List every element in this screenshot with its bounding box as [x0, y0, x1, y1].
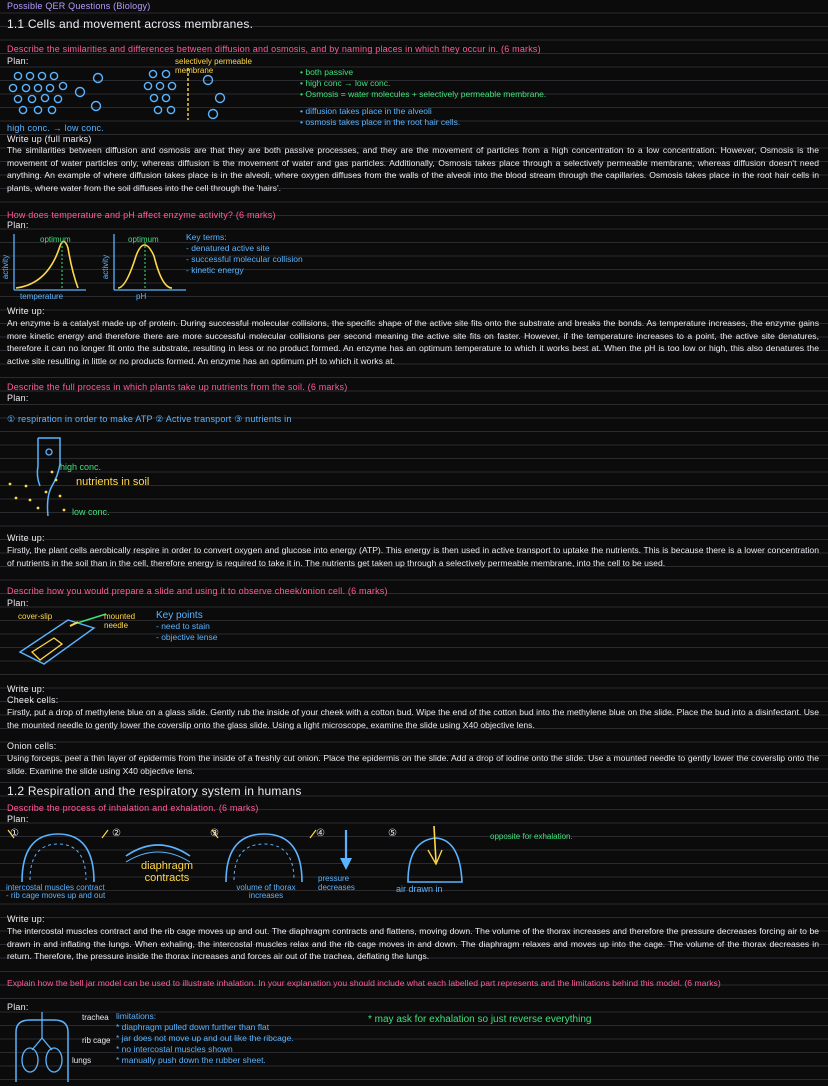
limitation: * manually push down the rubber sheet.: [116, 1055, 266, 1065]
onion-cells-label: Onion cells:: [7, 741, 57, 751]
bullet: • high conc → low conc.: [300, 78, 391, 88]
plan-label-3: Plan:: [7, 393, 29, 403]
graph1-y-axis: activity: [1, 254, 11, 280]
question-6: Explain how the bell jar model can be used to illustrate inhalation. In your explanation you should include what each labelled part represents and the limitations behind this model. (6 marks): [7, 978, 721, 988]
section-heading-1-2: 1.2 Respiration and the respiratory system in humans: [7, 784, 302, 798]
air-label: air drawn in: [396, 884, 443, 894]
plan-label-6: Plan:: [7, 1002, 29, 1012]
opposite-note: opposite for exhalation.: [490, 832, 573, 841]
exhalation-note: * may ask for exhalation so just reverse everything: [368, 1014, 592, 1025]
diaphragm-label: diaphragm contracts: [141, 860, 193, 884]
gradient-label: high conc. → low conc.: [7, 123, 104, 133]
diffusion-diagram: [8, 68, 298, 124]
step-number-5: ⑤: [388, 828, 397, 839]
key-point: - need to stain: [156, 621, 210, 631]
graph2-x-axis: pH: [136, 292, 147, 301]
graph1-x-axis: temperature: [20, 292, 64, 301]
lungs-label: lungs: [72, 1056, 92, 1065]
plan-label-5: Plan:: [7, 814, 29, 824]
limitation: * no intercostal muscles shown: [116, 1044, 233, 1054]
write-up-label-1: Write up (full marks): [7, 134, 92, 144]
coverslip-label: cover-slip: [18, 612, 53, 621]
limitations-title: limitations:: [116, 1011, 157, 1021]
write-up-5: The intercostal muscles contract and the rib cage moves up and out. The diaphragm contracts and flattens, moving down. The volume of the thorax increases and therefore the pressure decreases forcing air to be drawn in and inflating the lungs. When exhaling, the intercostal muscles relax and the rib cage moves in and down. The diaphragm relaxes and moves up into the cage. The volume of the thorax decreases in return. Therefore, the pressure inside the thorax increases and forces air out of the trachea, deflating the lungs.: [7, 926, 819, 962]
intercostal-label: intercostal muscles contract - rib cage moves up and out: [6, 883, 106, 900]
limitation: * diaphragm pulled down further than flat: [116, 1022, 270, 1032]
write-up-2: An enzyme is a catalyst made up of protein. During successful molecular collisions, the specific shape of the active site fits onto the substrate and breaks the bonds. As temperature increases, the enzyme gains more kinetic energy and therefore there are more successful molecular collisions per second meaning the active site fits on faster. However, if the temperature increases to a point, the active site denatures, therefore it can no longer fit onto the substrate, resulting in less or no product formed. An enzyme has an optimum temperature to which it works best at. When the pH is too low or high, this also denatures the active site resulting in little or no products formed. An enzyme has an optimum pH to which it works at.: [7, 318, 819, 366]
q1-bullets: [300, 67, 546, 128]
plan-label-4: Plan:: [7, 598, 29, 608]
key-term: - successful molecular collision: [186, 254, 303, 264]
write-up-1: The similarities between diffusion and osmosis are that they are both passive processes, and they are the movement of particles from a high concentration to a low concentration. However, Osmosis is the movement of water particles only, whereas diffusion is the movement of water and gas particles. Additionally, Osmosis takes place through a selectively permeable membrane, whereas diffusion doesn't need anything. An example of where diffusion takes place is in the alveoli, where oxygen diffuses from the walls of the alveoli into the blood stream through the capillaries. Osmosis takes place in the root hair cells in plants, where water from the soil diffuses into the cell through the 'hairs'.: [7, 145, 819, 193]
step-number-1: ①: [10, 828, 19, 839]
question-1: Describe the similarities and differences between diffusion and osmosis, and by naming places in which they occur in. (6 marks): [7, 44, 541, 54]
low-conc-label: low conc.: [72, 507, 110, 517]
bullet: • osmosis takes place in the root hair cells.: [300, 117, 461, 127]
plan-label-1: Plan:: [7, 56, 29, 66]
question-5: Describe the process of inhalation and exhalation. (6 marks): [7, 803, 259, 813]
question-4: Describe how you would prepare a slide and using it to observe cheek/onion cell. (6 marks): [7, 586, 388, 596]
graph2-y-axis: activity: [101, 254, 111, 280]
key-points: [156, 610, 217, 643]
cheek-cells-text: Firstly, put a drop of methylene blue on a glass slide. Gently rub the inside of your cheek with a cotton bud. Wipe the end of the cotton bud into the methylene blue on the slide. Place the bud into a disinfectant. Use the mounted needle to gently lower the coverslip onto the glass slide. Using a light microscope, examine the slide using X40 objective lens.: [7, 707, 819, 730]
needle-label: mounted needle: [104, 612, 136, 630]
key-terms: [186, 232, 303, 276]
bell-jar-diagram: [10, 1012, 82, 1086]
graph2-peak-label: optimum: [128, 235, 159, 244]
limitation: * jar does not move up and out like the ribcage.: [116, 1033, 294, 1043]
section-heading-1-1: 1.1 Cells and movement across membranes.: [7, 17, 254, 31]
bullet: • Osmosis = water molecules + selectively permeable membrane.: [300, 89, 547, 99]
nutrients-label: nutrients in soil: [76, 476, 150, 488]
key-term: - kinetic energy: [186, 265, 244, 275]
pressure-label: pressure decreases: [318, 874, 355, 892]
limitations-list: [116, 1011, 294, 1066]
write-up-label-3: Write up:: [7, 533, 45, 543]
step-number-4: ④: [316, 828, 325, 839]
q3-steps: ① respiration in order to make ATP ② Active transport ③ nutrients in: [7, 414, 292, 424]
key-points-title: Key points: [156, 610, 203, 621]
high-conc-label: high conc.: [60, 462, 102, 472]
key-terms-title: Key terms:: [186, 232, 227, 242]
cheek-cells-label: Cheek cells:: [7, 695, 59, 705]
membrane-label: selectively permeable membrane: [175, 57, 252, 75]
graph1-peak-label: optimum: [40, 235, 71, 244]
volume-label: volume of thorax increases: [236, 883, 296, 900]
page-title: Possible QER Questions (Biology): [7, 1, 151, 11]
bullet: • diffusion takes place in the alveoli: [300, 106, 432, 116]
plan-label-2: Plan:: [7, 220, 29, 230]
rib-cage-label: rib cage: [82, 1036, 111, 1045]
write-up-label-4: Write up:: [7, 684, 45, 694]
trachea-label: trachea: [82, 1013, 109, 1022]
write-up-3: Firstly, the plant cells aerobically respire in order to convert oxygen and glucose into energy (ATP). This energy is then used in active transport to uptake the nutrients. This is because there is a lower concentration of nutrients in the soil than in the cell, therefore energy is required to take it in. The nutrients get taken up through a selectively permeable membrane, into the cell to be used.: [7, 545, 819, 568]
question-3: Describe the full process in which plants take up nutrients from the soil. (6 marks): [7, 382, 348, 392]
write-up-label-2: Write up:: [7, 306, 45, 316]
key-term: - denatured active site: [186, 243, 270, 253]
step-number-3: ③: [210, 828, 219, 839]
write-up-label-5: Write up:: [7, 914, 45, 924]
step-number-2: ②: [112, 828, 121, 839]
key-point: - objective lense: [156, 632, 218, 642]
question-2: How does temperature and pH affect enzyme activity? (6 marks): [7, 210, 276, 220]
onion-cells-text: Using forceps, peel a thin layer of epidermis from the inside of a freshly cut onion. Place the epidermis on the slide. Add a drop of iodine onto the slide. Use a mounted needle to gently lower the coverslip onto the slide. Examine the slide using X40 objective lens.: [7, 753, 819, 776]
bullet: • both passive: [300, 67, 354, 77]
